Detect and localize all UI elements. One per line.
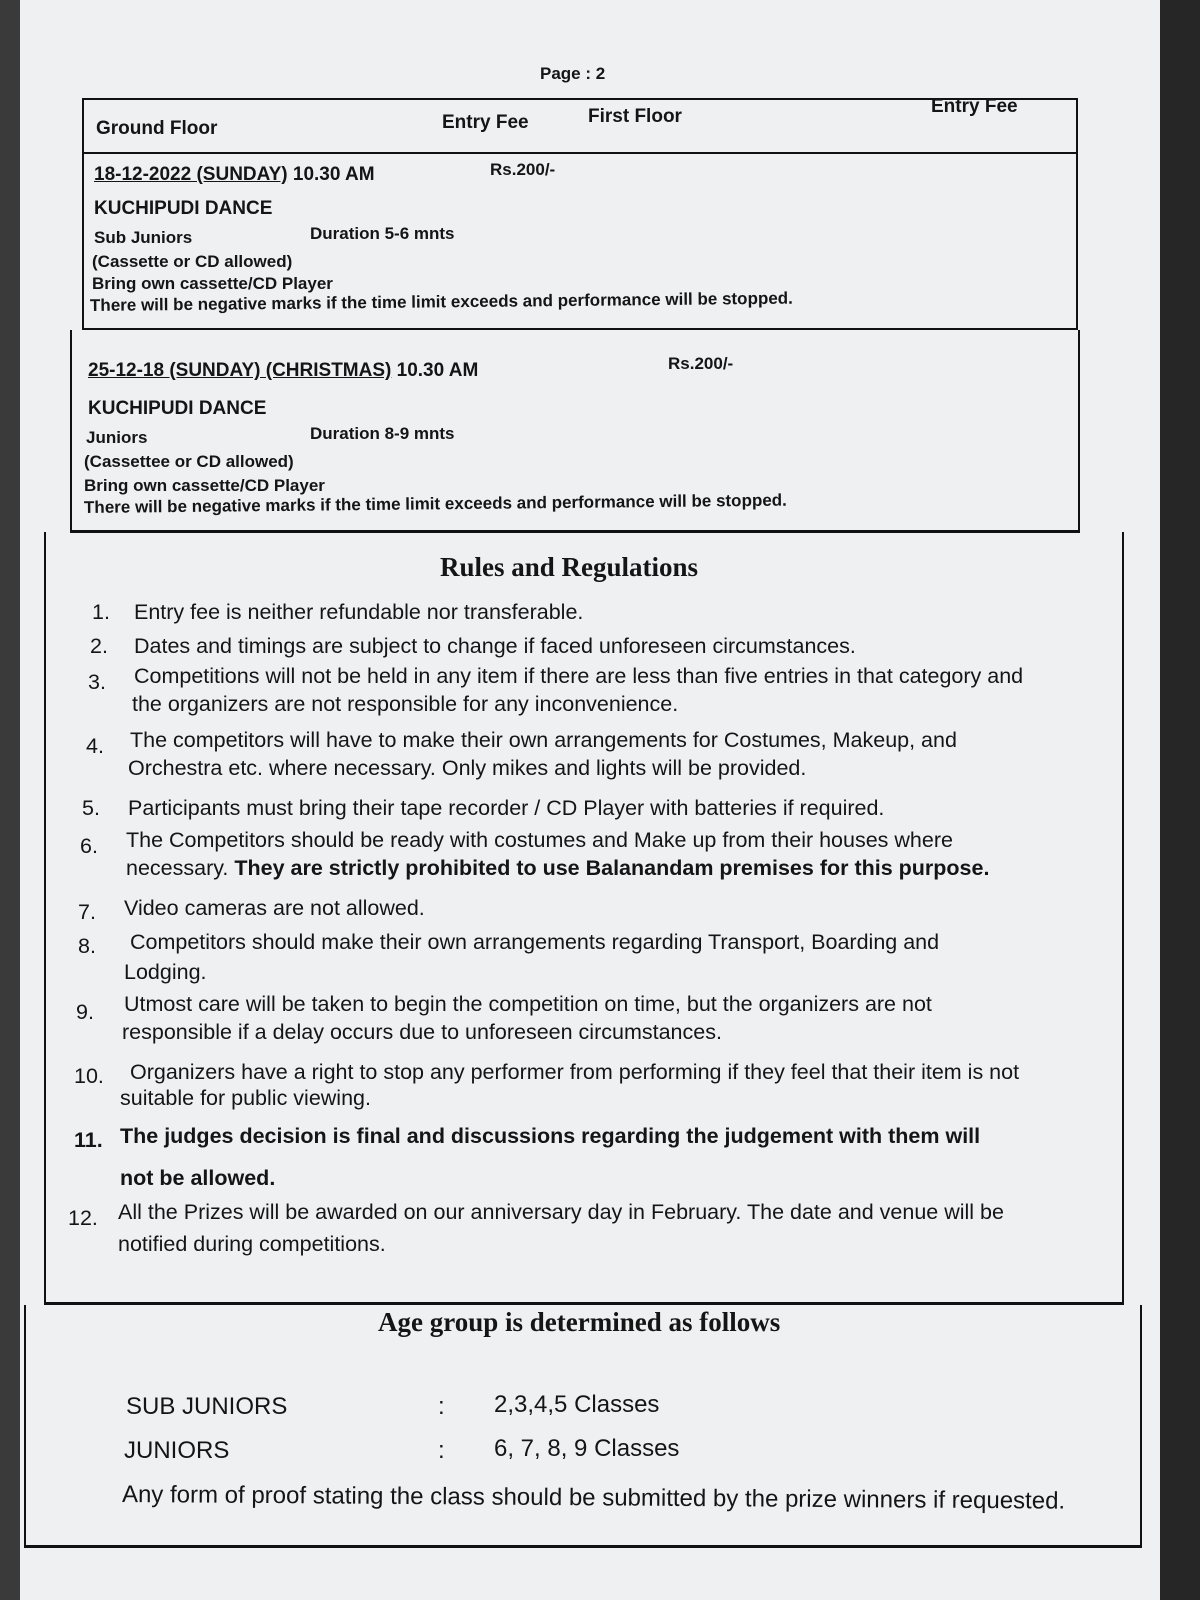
header-entry-fee-1: Entry Fee <box>442 112 529 133</box>
event-time: 10.30 AM <box>396 360 479 381</box>
rule-text: not be allowed. <box>120 1166 276 1190</box>
event-date-time <box>94 164 375 186</box>
event-group: Sub Juniors <box>94 228 193 247</box>
age-group-title: Age group is determined as follows <box>378 1307 781 1337</box>
rule-text: necessary. They are strictly prohibited to use Balanandam premises for this purpose. <box>126 856 990 880</box>
event-item: KUCHIPUDI DANCE <box>88 398 267 419</box>
rule-number: 8. <box>78 934 96 958</box>
age-group-classes: 6, 7, 8, 9 Classes <box>494 1435 680 1462</box>
event-warning: There will be negative marks if the time limit exceeds and performance will be stopped. <box>89 288 793 315</box>
rules-section <box>44 532 1124 1305</box>
rule-number: 10. <box>74 1064 104 1088</box>
rules-title: Rules and Regulations <box>440 552 699 582</box>
event-item: KUCHIPUDI DANCE <box>94 198 273 219</box>
rule-text: the organizers are not responsible for any inconvenience. <box>132 692 679 716</box>
rule-text: Dates and timings are subject to change if faced unforeseen circumstances. <box>134 634 856 658</box>
rule-text: Video cameras are not allowed. <box>124 896 425 920</box>
rule-number: 7. <box>78 900 96 924</box>
page-number: Page : 2 <box>540 64 606 83</box>
event-group: Juniors <box>86 428 148 447</box>
rule-text: Utmost care will be taken to begin the competition on time, but the organizers are not <box>124 992 932 1016</box>
age-group-separator: : <box>438 1437 445 1464</box>
rule-text: suitable for public viewing. <box>120 1086 371 1110</box>
rule-text: Competitors should make their own arrangements regarding Transport, Boarding and <box>130 930 940 954</box>
rule-text: notified during competitions. <box>118 1232 386 1256</box>
event-block-2 <box>70 330 1080 533</box>
age-group-label: SUB JUNIORS <box>126 1393 288 1420</box>
rule-number: 3. <box>88 670 106 694</box>
event-duration: Duration 8-9 mnts <box>310 424 455 443</box>
rule-number: 9. <box>76 1000 94 1024</box>
age-group-separator: : <box>438 1393 445 1420</box>
rule-text: Orchestra etc. where necessary. Only mikes and lights will be provided. <box>128 756 807 780</box>
rule-number: 11. <box>74 1128 103 1152</box>
rule-number: 5. <box>82 796 100 820</box>
event-block-1 <box>82 152 1078 330</box>
event-date-time <box>88 360 478 382</box>
age-group-label: JUNIORS <box>124 1437 230 1464</box>
event-date: 18-12-2022 (SUNDAY) <box>94 164 288 185</box>
background-edge-left <box>0 0 20 1600</box>
rule-number: 6. <box>80 834 98 858</box>
rule-number: 1. <box>92 600 110 624</box>
rule-text: All the Prizes will be awarded on our anniversary day in February. The date and venue will be <box>118 1200 1004 1224</box>
header-first-floor: First Floor <box>588 106 682 127</box>
schedule-header <box>82 98 1078 154</box>
event-time: 10.30 AM <box>292 164 375 185</box>
background-edge-right <box>1160 0 1200 1600</box>
age-group-section <box>24 1305 1142 1548</box>
age-group-classes: 2,3,4,5 Classes <box>494 1391 660 1418</box>
rule-text: Competitions will not be held in any item if there are less than five entries in that category and <box>134 664 1024 688</box>
rule-number: 4. <box>86 734 104 758</box>
event-media: (Cassette or CD allowed) <box>92 252 293 271</box>
header-ground-floor: Ground Floor <box>96 118 218 139</box>
rule-number: 2. <box>90 634 108 658</box>
event-fee: Rs.200/- <box>490 160 556 179</box>
rule-text: The judges decision is final and discussions regarding the judgement with them will <box>120 1124 981 1148</box>
event-date: 25-12-18 (SUNDAY) (CHRISTMAS) <box>88 360 392 381</box>
rule-text: Organizers have a right to stop any performer from performing if they feel that their item is not <box>130 1060 1020 1084</box>
event-warning: There will be negative marks if the time limit exceeds and performance will be stopped. <box>83 490 787 517</box>
rule-text: Entry fee is neither refundable nor transferable. <box>134 600 584 624</box>
rule-text: Participants must bring their tape recorder / CD Player with batteries if required. <box>128 796 885 820</box>
rule-text: responsible if a delay occurs due to unforeseen circumstances. <box>122 1020 722 1044</box>
rule-text: The competitors will have to make their own arrangements for Costumes, Makeup, and <box>130 728 957 752</box>
rule-number: 12. <box>68 1206 98 1230</box>
rule-text: The Competitors should be ready with costumes and Make up from their houses where <box>126 828 953 852</box>
event-media: (Cassettee or CD allowed) <box>84 452 294 471</box>
event-duration: Duration 5-6 mnts <box>310 224 455 243</box>
event-fee: Rs.200/- <box>668 354 734 373</box>
rule-text: Lodging. <box>124 960 207 984</box>
rule-emphasis: They are strictly prohibited to use Balanandam premises for this purpose. <box>234 856 990 880</box>
age-proof-note: Any form of proof stating the class should be submitted by the prize winners if requested. <box>121 1481 1066 1515</box>
event-player: Bring own cassette/CD Player <box>84 476 325 495</box>
header-entry-fee-2: Entry Fee <box>931 96 1018 117</box>
event-player: Bring own cassette/CD Player <box>92 274 333 293</box>
